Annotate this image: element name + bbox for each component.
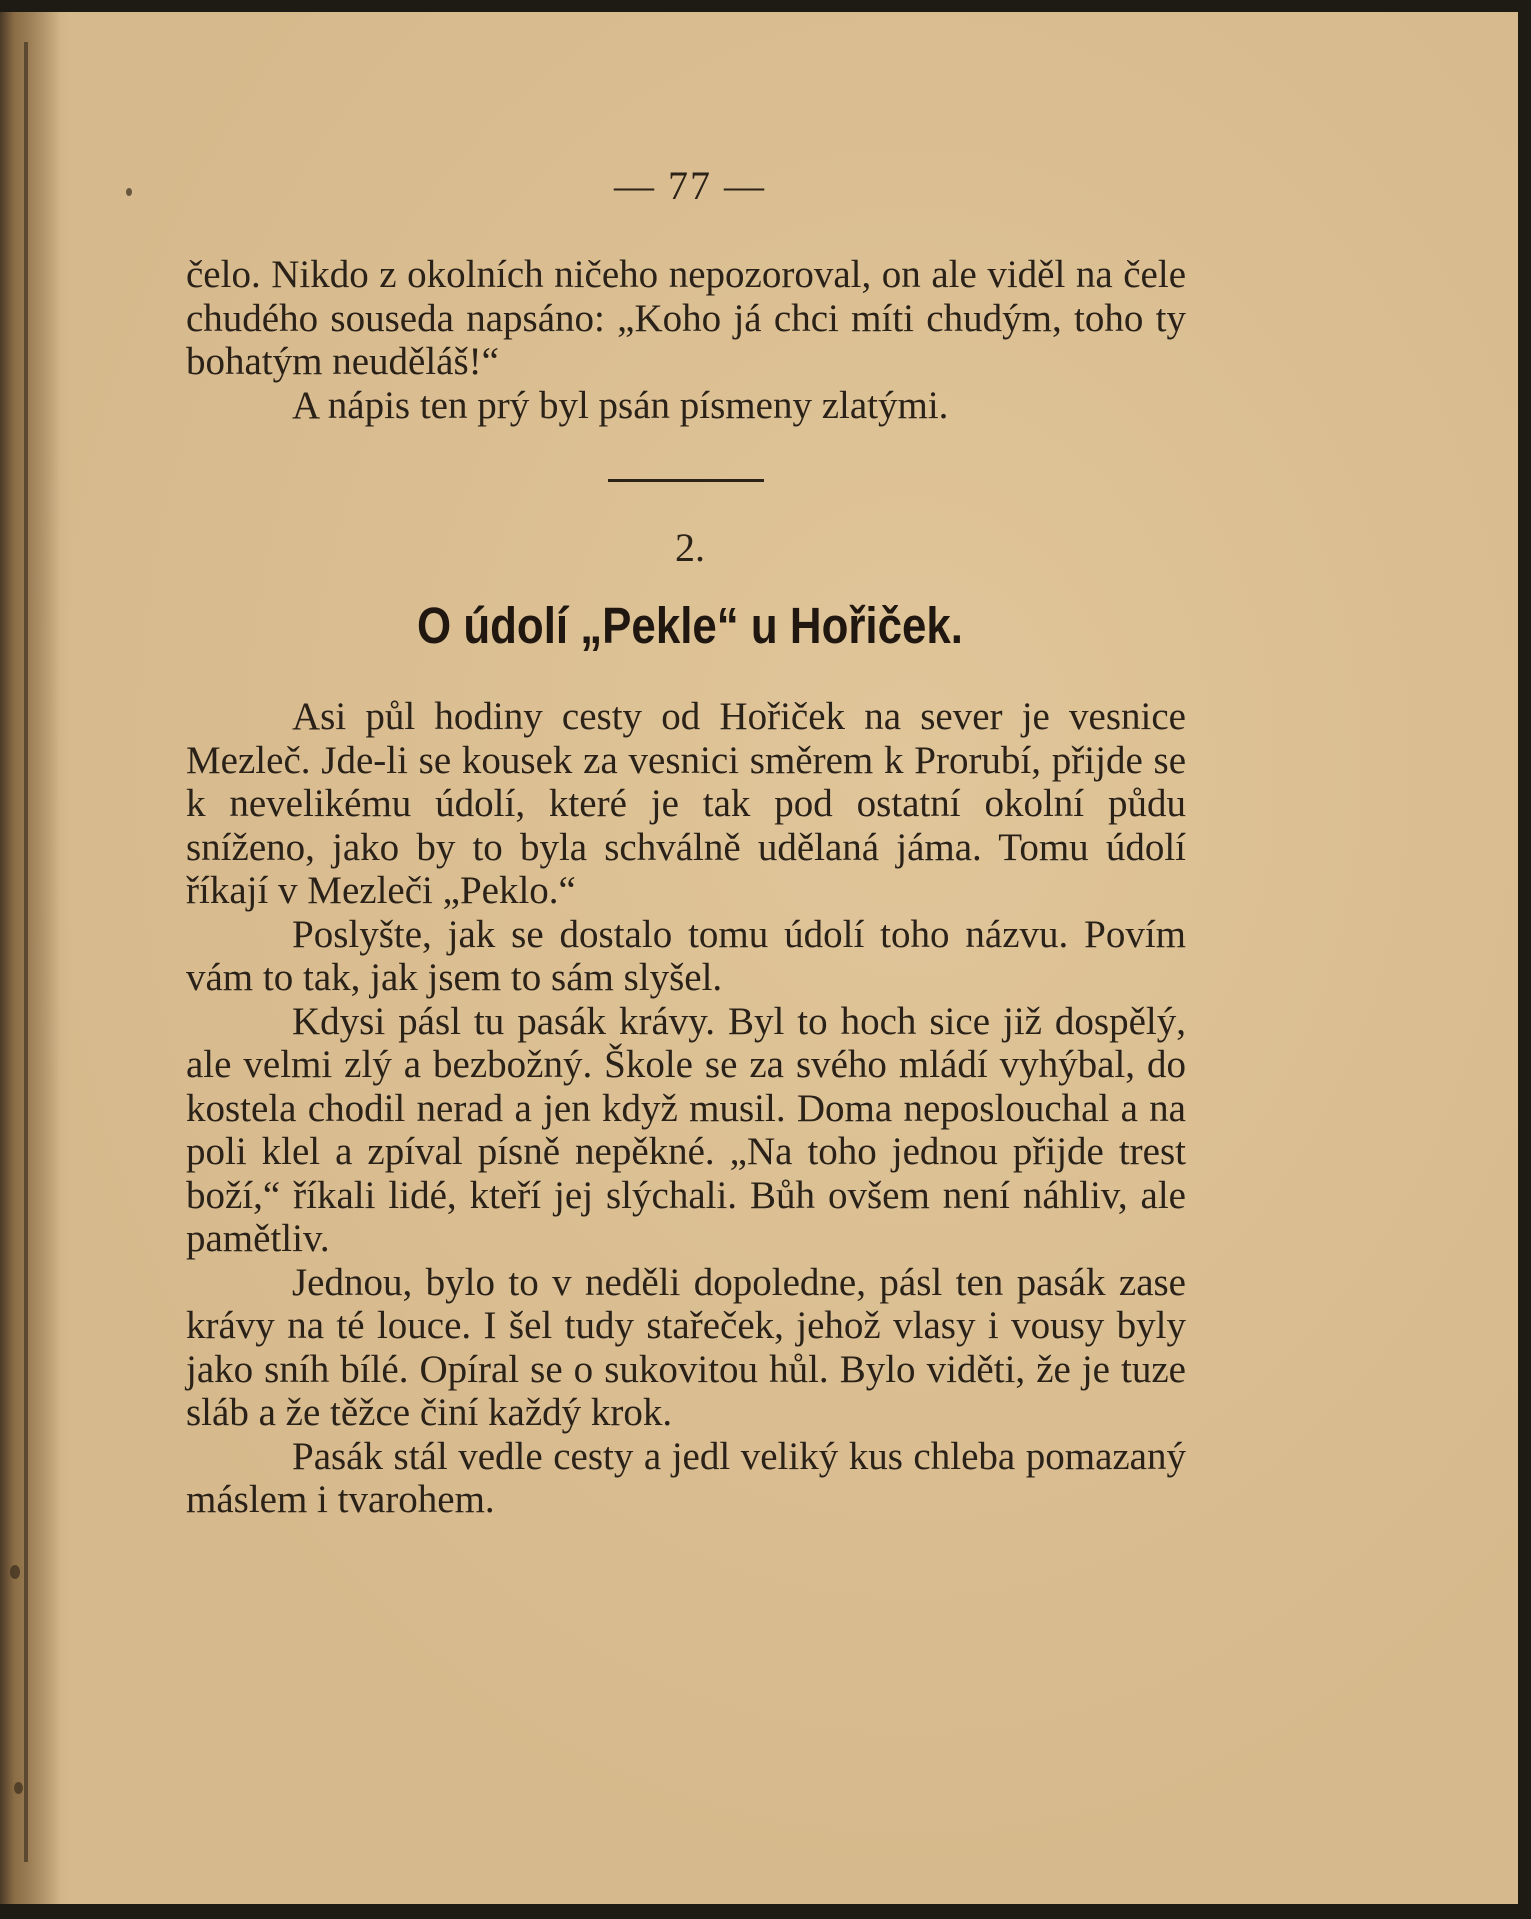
page-number: — 77 — bbox=[614, 163, 766, 208]
body-paragraph-3: Kdysi pásl tu pasák krávy. Byl to hoch sice již dospělý, ale velmi zlý a bezbožný. Škole se za svého mládí vyhýbal, do kostela chodil nerad a jen když musil. Doma neposlouchal a na poli klel a zpíval písně nepěkné. „Na toho jednou přijde trest boží,“ říkali lidé, kteří jej slýchali. Bůh ovšem není náhliv, ale pamětliv. bbox=[186, 999, 1186, 1260]
binding-edge bbox=[24, 42, 28, 1862]
top-paragraph: čelo. Nikdo z okolních ničeho nepozoroval, on ale viděl na čele chudého souseda napsáno: „Koho já chci míti chudým, toho ty bohatým neuděláš!“ bbox=[186, 253, 1186, 383]
section-divider bbox=[608, 479, 764, 482]
body-text-block bbox=[186, 695, 1186, 1522]
body-paragraph-5: Pasák stál vedle cesty a jedl veliký kus chleba pomazaný máslem i tvarohem. bbox=[186, 1434, 1186, 1521]
page-gutter-shadow bbox=[0, 12, 60, 1904]
section-title: O údolí „Pekle“ u Hořiček. bbox=[417, 597, 963, 654]
paper-spot bbox=[10, 1565, 20, 1579]
paper-spot bbox=[126, 188, 132, 196]
body-paragraph-4: Jednou, bylo to v neděli dopoledne, pásl ten pasák zase krávy na té louce. I šel tudy stařeček, jehož vlasy i vousy byly jako sníh bílé. Opíral se o sukovitou hůl. Bylo viděti, že je tuze sláb a že těžce činí každý krok. bbox=[186, 1260, 1186, 1434]
body-paragraph-1: Asi půl hodiny cesty od Hořiček na sever je vesnice Mezleč. Jde-li se kousek za vesnici směrem k Prorubí, přijde se k nevelikému údolí, které je tak pod ostatní okolní půdu sníženo, jako by to byla schválně udělaná jáma. Tomu údolí říkají v Mezleči „Peklo.“ bbox=[186, 695, 1186, 912]
section-number: 2. bbox=[675, 525, 705, 570]
top-text-block bbox=[186, 253, 1186, 427]
book-page bbox=[0, 12, 1518, 1904]
body-paragraph-2: Poslyšte, jak se dostalo tomu údolí toho názvu. Povím vám to tak, jak jsem to sám slyšel. bbox=[186, 912, 1186, 999]
top-closing-line: A nápis ten prý byl psán písmeny zlatými. bbox=[292, 383, 949, 427]
paper-spot bbox=[14, 1782, 23, 1794]
